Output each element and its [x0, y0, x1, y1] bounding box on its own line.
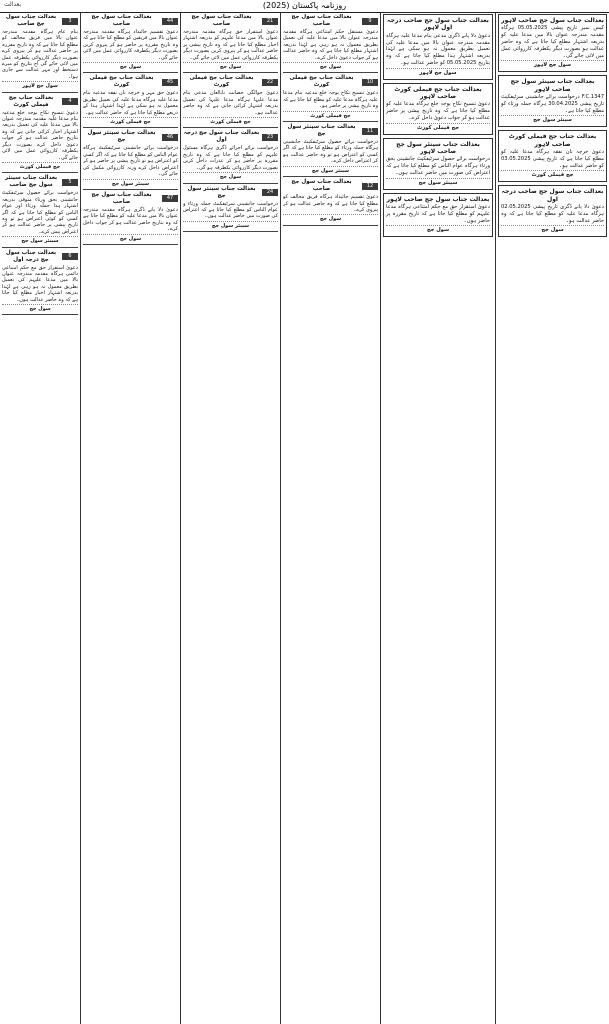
notice-header	[283, 75, 378, 89]
column-content	[498, 14, 607, 1023]
legal-notice	[383, 14, 493, 80]
legal-notice	[83, 130, 178, 189]
legal-notice	[498, 130, 607, 182]
notice-signature: سینئر سول جج	[501, 115, 604, 124]
masthead	[0, 0, 609, 13]
notice-header	[283, 14, 378, 28]
notice-body: درخواست جانشینی سرٹیفکیٹ جملہ ورثاء و عوام الناس کو مطلع کیا جاتا ہے کہ اعتراض کی صورت میں حاضر عدالت ہوں۔	[183, 200, 278, 220]
notice-title: بعدالت جناب سول جج درجہ اول	[183, 130, 260, 144]
column-2	[80, 13, 180, 1024]
notice-title: بعدالت جناب جج فیملی کورٹ صاحب لاہور	[508, 133, 597, 148]
notice-header	[283, 179, 378, 193]
column-4	[280, 13, 380, 1024]
notice-header	[83, 130, 178, 144]
notice-number-badge: 9	[362, 18, 378, 25]
notice-number-badge: 47	[162, 195, 178, 202]
notice-body: دعویٰ تقسیم جائیداد ہرگاہ مقدمہ مندرجہ عنوان بالا میں فریقین کو مطلع کیا جاتا ہے کہ وہ تاریخ مقررہ پر حاضر ہو کر پیروی کریں بصورت دیگر یکطرفہ کارروائی عمل میں لائی جائے گی۔	[83, 29, 178, 61]
notice-body: دعویٰ حق مہر و خرچہ نان نفقہ مدعیہ بنام مدعا علیہ ہرگاہ مدعا علیہ کی تعمیل بطریق معمول نہ ہو سکی ہے لہٰذا اشتہار ہذا کے ذریعے مطلع کیا جاتا ہے کہ حاضر عدالت ہو۔	[83, 90, 178, 116]
notice-signature: جج فیملی کورٹ	[2, 162, 78, 170]
notice-body: بنام عام ہرگاہ مقدمہ مندرجہ عنوان بالا میں فریق مخالف کو مطلع کیا جاتا ہے کہ وہ تاریخ مقررہ پر حاضر عدالت ہو کر پیروی کرے بصورت دیگر کارروائی یکطرفہ عمل میں لائی جائے گی آج بتاریخ کو میرے دستخط اور مہر عدالت سے جاری ہوا۔	[2, 29, 78, 80]
notice-signature: سول جج	[386, 225, 490, 234]
legal-notice	[83, 75, 178, 128]
notice-header	[386, 86, 490, 101]
notice-header	[183, 14, 278, 28]
notice-signature: سول جج لاہور	[386, 68, 490, 77]
notice-title: بعدالت جناب سینئر سول جج صاحب لاہور	[510, 78, 595, 93]
notice-title: بعدالت جناب جج فیملی کورٹ	[89, 75, 154, 89]
notice-signature: جج فیملی کورٹ	[501, 170, 604, 179]
legal-notice	[283, 14, 378, 73]
notice-title: بعدالت جناب سینئر سول جج صاحب لاہور	[396, 140, 480, 155]
legal-notice	[283, 179, 378, 226]
notice-number-badge: 45	[162, 79, 178, 86]
notice-body: درخواست برائے حصول سرٹیفکیٹ جانشینی بحق ورثاء متوفی بذریعہ اشتہار ہذا جملہ ورثاء اور عوام الناس کو مطلع کیا جاتا ہے کہ اگر کسی کو کوئی اعتراض ہو تو وہ تاریخ پیشی پر حاضر عدالت ہو کر اعتراض پیش کرے۔	[2, 190, 78, 235]
notice-header	[83, 75, 178, 89]
notice-body: دعویٰ تنسیخ نکاح بوجہ خلع ہرگاہ مدعا علیہ کو مطلع کیا جاتا ہے کہ وہ تاریخ پیشی پر حاضر عدالت ہو کر جواب دعویٰ داخل کرے۔	[386, 101, 490, 121]
notice-title: بعدالت جناب سول جج صاحب	[91, 14, 152, 27]
notice-header	[501, 17, 604, 24]
notice-number-badge: 23	[262, 134, 278, 141]
legal-notice	[283, 75, 378, 122]
notice-number-badge: 4	[62, 98, 78, 105]
legal-notice	[498, 185, 607, 237]
notice-body: دعویٰ دلا پانے ڈگری مدعی بنام مدعا علیہ ہرگاہ مقدمہ مندرجہ عنوان بالا میں مدعا علیہ کی تعمیل بطریق معمول نہ ہو سکی ہے لہٰذا بذریعہ اشتہار ہذا مطلع کیا جاتا ہے کہ وہ بتاریخ 05.05.2025 کو حاضر عدالت ہو۔	[386, 32, 490, 66]
column-content	[283, 14, 378, 1023]
notice-number-badge: 11	[362, 128, 378, 135]
notice-signature: سینئر سول جج	[386, 178, 490, 187]
notice-body: درخواست برائے حصول سرٹیفکیٹ جانشینی ہرگاہ جملہ ورثاء کو مطلع کیا جاتا ہے کہ اگر کسی کو اعتراض ہو تو وہ حاضر عدالت ہو کر اعتراض داخل کرے۔	[283, 139, 378, 165]
notice-number-badge: 10	[362, 79, 378, 86]
notice-signature: سول جج	[183, 62, 278, 70]
notice-header	[183, 130, 278, 144]
notice-number-badge: 6	[62, 253, 78, 260]
column-3	[180, 13, 280, 1024]
notice-title: بعدالت جناب سینئر سول جج	[187, 185, 256, 199]
legal-notice	[2, 250, 78, 316]
notice-title: بعدالت جناب سول جج صاحب لاہور	[501, 17, 604, 24]
notice-title: بعدالت جناب سینئر سول جج	[87, 130, 156, 144]
notice-signature: سول جج	[283, 62, 378, 70]
notice-header	[386, 141, 490, 156]
notice-header	[183, 75, 278, 89]
legal-notice	[183, 14, 278, 73]
notice-title: بعدالت جناب سول جج صاحب	[5, 14, 57, 27]
column-content	[383, 14, 493, 1023]
notice-title: بعدالت جناب سول جج صاحب	[191, 14, 252, 27]
column-content	[183, 14, 278, 1023]
notice-signature: سول جج	[83, 234, 178, 242]
notice-body: دعویٰ استقرار حق مع حکم امتناعی دائمی ہرگاہ مقدمہ مندرجہ عنوان بالا میں مدعا علیہم کی تعمیل بطریق معمول نہ ہو رہی ہے لہٰذا بذریعہ اشتہار اخبار مطلع کیا جاتا ہے کہ وہ حاضر عدالت ہوں۔	[2, 264, 78, 303]
notice-header	[2, 175, 78, 189]
legal-notice	[383, 138, 493, 190]
notice-signature: سول جج لاہور	[2, 81, 78, 89]
notice-header	[2, 14, 78, 28]
masthead-date: روزنامہ پاکستان (2025)	[262, 1, 347, 10]
notice-signature: سول جج	[183, 172, 278, 180]
legal-notice	[83, 14, 178, 73]
column-6	[495, 13, 609, 1024]
notice-title: بعدالت جناب جج فیملی کورٹ صاحب لاہور	[394, 85, 482, 100]
notice-header	[501, 133, 604, 148]
notice-header	[283, 124, 378, 138]
legal-notice	[2, 175, 78, 247]
masthead-corner-label: بعدالت	[4, 1, 22, 8]
notice-title: بعدالت جناب جج فیملی کورٹ	[289, 75, 354, 89]
legal-notice	[83, 192, 178, 245]
notice-header	[183, 186, 278, 200]
legal-notice	[383, 193, 493, 238]
legal-notice	[498, 14, 607, 72]
legal-notice	[498, 75, 607, 127]
notice-body: دعویٰ استقرار حق ہرگاہ مقدمہ مندرجہ عنوان بالا میں مدعا علیہم کو بذریعہ اشتہار اخبار مطلع کیا جاتا ہے کہ وہ تاریخ پیشی پر حاضر عدالت ہو کر پیروی کریں بصورت دیگر یکطرفہ کارروائی عمل میں لائی جائے گی۔	[183, 29, 278, 61]
notice-title: بعدالت جناب سینئر سول جج	[287, 124, 356, 138]
notice-title: بعدالت جناب سول جج صاحب	[91, 191, 152, 205]
notice-signature: جج فیملی کورٹ	[386, 123, 490, 132]
notice-title: بعدالت جناب سینئر سول جج صاحب	[4, 175, 58, 189]
notice-header	[501, 78, 604, 93]
notice-body: دعویٰ دلا پانے ڈگری ہرگاہ مقدمہ مندرجہ عنوان بالا میں مدعا علیہ کو مطلع کیا جاتا ہے کہ وہ بتاریخ حاضر عدالت ہو کر جواب داخل کرے۔	[83, 206, 178, 233]
notice-title: بعدالت جناب سول جج درجہ اول	[5, 249, 57, 263]
legal-notice	[283, 124, 378, 177]
legal-notice	[2, 14, 78, 93]
notice-header	[83, 14, 178, 28]
notice-body: F.C.1347 درخواست برائے جانشینی سرٹیفکیٹ تاریخ پیشی 30.04.2025 ہرگاہ جملہ ورثاء کو مطلع کیا جاتا ہے۔	[501, 94, 604, 114]
notice-number-badge: 12	[362, 183, 378, 190]
notice-number-badge: 3	[62, 18, 78, 25]
notice-body: دعویٰ دلا پانے ڈگری تاریخ پیشی 02.05.2025 ہرگاہ مدعا علیہ کو مطلع کیا جاتا ہے کہ وہ حاضر عدالت ہو۔	[501, 204, 604, 224]
notice-body: کیس نمبر تاریخ پیشی 05.05.2025 ہرگاہ مقدمہ مندرجہ عنوان بالا میں مدعا علیہ کو بذریعہ اشتہار مطلع کیا جاتا ہے کہ وہ حاضر عدالت ہو بصورت دیگر یکطرفہ کارروائی عمل میں لائی جائے گی۔	[501, 25, 605, 59]
notice-title: بعدالت جناب سول جج صاحب درجہ اول لاہور	[387, 17, 489, 32]
notice-title: بعدالت جناب سول جج صاحب	[291, 14, 352, 27]
notice-number-badge: 46	[162, 134, 178, 141]
notice-signature: سینئر سول جج	[183, 221, 278, 229]
notice-header	[2, 95, 78, 109]
notice-signature: سینئر سول جج	[283, 166, 378, 174]
notice-signature: سول جج	[501, 225, 604, 234]
notice-body: دعویٰ تقسیم جائیداد ہرگاہ فریق مخالف کو مطلع کیا جاتا ہے کہ وہ حاضر عدالت ہو کر پیروی کرے۔	[283, 194, 378, 213]
notice-number-badge: 24	[262, 189, 278, 196]
notice-title: بعدالت جناب جج فیملی کورٹ	[8, 94, 54, 108]
notice-header	[2, 250, 78, 264]
notice-body: درخواست برائے حصول سرٹیفکیٹ جانشینی بحق ورثاء ہرگاہ عوام الناس کو مطلع کیا جاتا ہے کہ اعتراض کی صورت میں حاضر عدالت ہوں۔	[385, 156, 490, 176]
notice-signature: سینئر سول جج	[83, 179, 178, 187]
notice-body: درخواست برائے جانشینی سرٹیفکیٹ ہرگاہ عوام الناس کو مطلع کیا جاتا ہے کہ اگر کسی کو اعتراض ہو تو تاریخ پیشی پر حاضر ہو کر اعتراض داخل کرے ورنہ کارروائی مکمل کی جائے گی۔	[83, 145, 178, 178]
notice-body: دعویٰ تنسیخ نکاح بوجہ خلع مدعیہ بنام مدعا علیہ مقدمہ مندرجہ عنوان بالا میں مدعا علیہ کی تعمیل بذریعہ اشتہار اخبار کرائی جاتی ہے کہ وہ بتاریخ حاضر عدالت ہو کر جواب دعویٰ داخل کرے بصورت دیگر یکطرفہ کارروائی عمل میں لائی جائے گی۔	[2, 109, 78, 161]
notice-signature: جج فیملی کورٹ	[283, 111, 378, 119]
notice-body: دعویٰ مستقل حکم امتناعی ہرگاہ مقدمہ مندرجہ عنوان بالا میں مدعا علیہ کی تعمیل بطریق معمول نہ ہو رہی ہے لہٰذا بذریعہ اشتہار مطلع کیا جاتا ہے کہ وہ حاضر عدالت ہو کر جواب دعویٰ داخل کرے۔	[283, 29, 378, 61]
notice-number-badge: 5	[62, 179, 78, 186]
notice-header	[83, 192, 178, 206]
notice-number-badge: 44	[162, 18, 178, 25]
notice-signature: سول جج	[283, 214, 378, 222]
legal-notice	[183, 186, 278, 233]
notice-number-badge: 22	[262, 79, 278, 86]
legal-notice	[383, 83, 493, 135]
notice-body: دعویٰ خرچہ نان نفقہ ہرگاہ مدعا علیہ کو مطلع کیا جاتا ہے کہ تاریخ پیشی 03.05.2025 کو حاضر عدالت ہو۔	[501, 149, 604, 169]
notice-signature: سول جج لاہور	[501, 60, 604, 69]
notice-body: دعویٰ حوالگی حضانت نابالغان مدعی بنام مدعا علیہا ہرگاہ مدعا علیہا کی تعمیل بذریعہ اشتہار کرائی جاتی ہے کہ وہ حاضر عدالت ہو۔	[183, 90, 278, 116]
notice-title: بعدالت جناب جج فیملی کورٹ	[189, 75, 254, 89]
legal-notice	[2, 95, 78, 174]
notice-signature: جج فیملی کورٹ	[183, 117, 278, 125]
column-content	[83, 14, 178, 1023]
notice-header	[386, 17, 490, 32]
column-1	[0, 13, 80, 1024]
column-content	[2, 14, 78, 1023]
column-5	[380, 13, 495, 1024]
legal-notice	[183, 75, 278, 128]
notice-header	[501, 188, 604, 203]
notice-title: بعدالت جناب سول جج صاحب لاہور	[386, 195, 490, 203]
notice-title: بعدالت جناب سول جج صاحب درجہ اول	[501, 188, 604, 203]
notice-signature: جج فیملی کورٹ	[83, 117, 178, 125]
notice-number-badge: 21	[262, 18, 278, 25]
notice-header	[386, 196, 490, 203]
notice-signature: سینئر سول جج	[2, 236, 78, 244]
legal-notice	[183, 130, 278, 183]
notice-body: درخواست برائے اجرائے ڈگری ہرگاہ مسئول علیہم کو مطلع کیا جاتا ہے کہ وہ تاریخ مقررہ پر حاضر ہو کر عذرات داخل کریں بصورت دیگر کارروائی یکطرفہ ہو گی۔	[183, 145, 278, 171]
notice-signature: سول جج	[2, 304, 78, 312]
notice-title: بعدالت جناب سول جج صاحب	[291, 179, 352, 193]
notice-signature: سول جج	[83, 62, 178, 70]
notice-body: دعویٰ استقرار حق مع حکم امتناعی ہرگاہ مدعا علیہم کو مطلع کیا جاتا ہے کہ تاریخ مقررہ پر حاضر ہوں۔	[386, 204, 490, 224]
notice-body: دعویٰ تنسیخ نکاح بوجہ خلع مدعیہ بنام مدعا علیہ ہرگاہ مدعا علیہ کو مطلع کیا جاتا ہے کہ وہ تاریخ پیشی پر حاضر ہو۔	[283, 90, 378, 110]
